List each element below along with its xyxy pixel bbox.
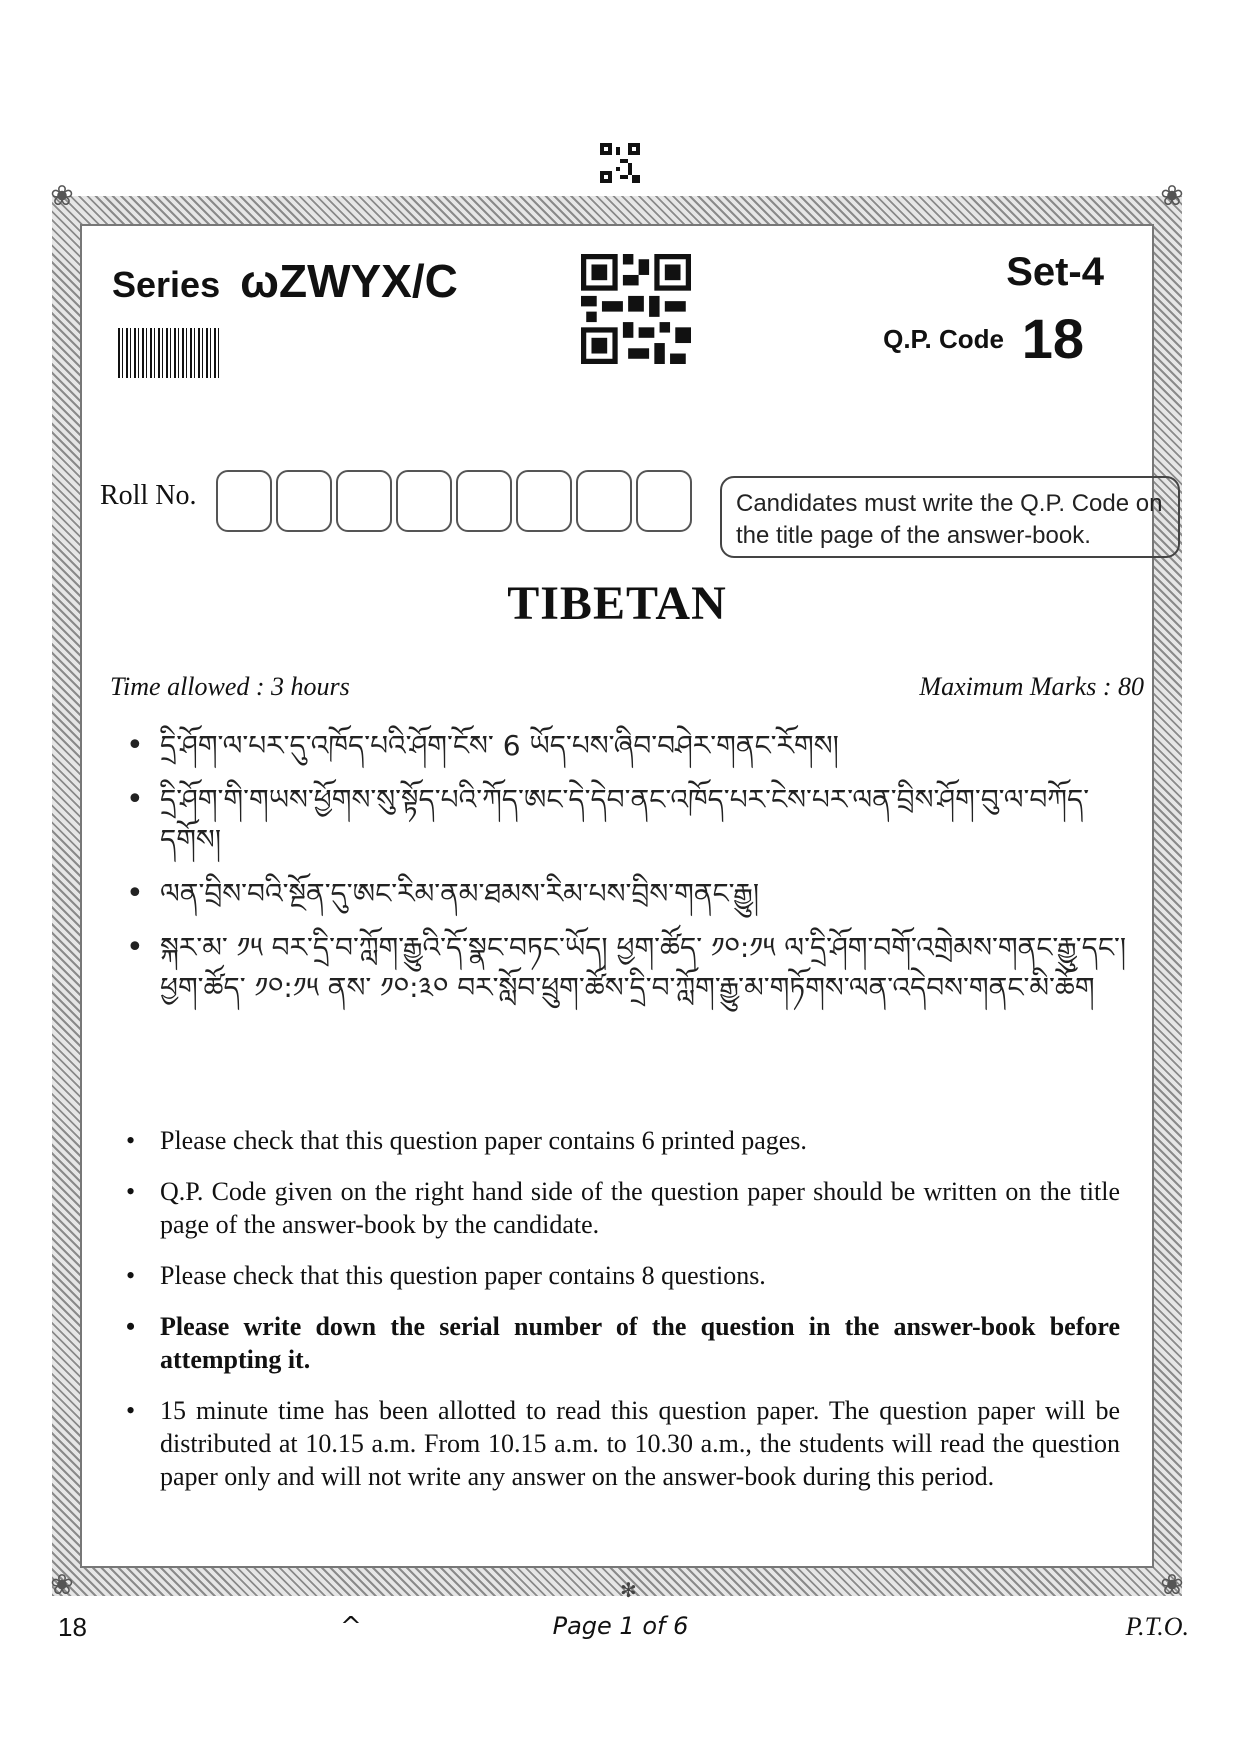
qr-code-icon (580, 254, 692, 364)
instruction-item: • 15 minute time has been allotted to read this question paper. The question paper will be distributed at 10.15 a.m. From 10.15 a.m. to 10.30 a.m., the students will read the question paper only and will not write any answer on the answer-book during this period. (120, 1394, 1120, 1493)
qp-code-number: 18 (1021, 307, 1084, 370)
tibetan-instruction-item: • དྲི་ཤོག་ལ་པར་དུ་འཁོད་པའི་ཤོག་ངོས་ 6 ཡོད་པས་ཞིབ་བཤེར་གནང་རོགས། (120, 726, 1130, 766)
series-label: Series (112, 264, 221, 305)
top-qr-code-icon (600, 142, 640, 184)
footer-qp-code: 18 (58, 1612, 87, 1642)
tibetan-instruction-item: • སྐར་མ་ ༡༥ བར་དྲི་བ་ཀློག་རྒྱུའི་དོ་སྣང་བཏང་ཡོད། ཕྱག་ཚོད་ ༡༠:༡༥ ལ་དྲི་ཤོག་བགོ་འགྲེམས་གནང་རྒྱུ་དང་། ཕྱག་ཚོད་ ༡༠:༡༥ ནས་ ༡༠:༣༠ བར་སློབ་ཕྲུག་ཚོས་དྲི་བ་ཀློག་རྒྱུ་མ་གཏོགས་ལན་འདེབས་གནང་མི་ཆོག (120, 928, 1130, 1008)
roll-number-label: Roll No. (100, 480, 197, 511)
corner-ornament-icon: ❀ (1160, 1568, 1184, 1601)
corner-ornament-icon: ❀ (50, 1568, 74, 1601)
qp-code-notice: Candidates must write the Q.P. Code on the title page of the answer-book. (720, 476, 1180, 558)
english-instructions (120, 1124, 1120, 1511)
subject-title: TIBETAN (507, 577, 727, 630)
instruction-item: • Please check that this question paper contains 8 questions. (120, 1259, 1120, 1292)
instruction-item: • Q.P. Code given on the right hand side of the question paper should be written on the title page of the answer-book by the candidate. (120, 1175, 1120, 1241)
instruction-item: • Please check that this question paper contains 6 printed pages. (120, 1124, 1120, 1157)
cover-page-content (80, 224, 1163, 1568)
roll-number-box[interactable] (216, 470, 272, 532)
roll-number-box[interactable] (276, 470, 332, 532)
roll-number-box[interactable] (456, 470, 512, 532)
roll-number-box[interactable] (516, 470, 572, 532)
tibetan-instruction-item: • དྲི་ཤོག་གི་གཡས་ཕྱོགས་སུ་སྟོད་པའི་ཀོད་ཨང་དེ་དེབ་ནང་འཁོད་པར་ངེས་པར་ལན་བྲིས་ཤོག་བུ་ལ་བཀོད་དགོས། (120, 780, 1130, 860)
maximum-marks: Maximum Marks : 80 (919, 672, 1144, 701)
roll-number-box[interactable] (336, 470, 392, 532)
roll-number-box[interactable] (576, 470, 632, 532)
series-code: ωZWYX/C (240, 255, 458, 307)
bottom-ornament-icon: ✻ (620, 1578, 637, 1602)
time-allowed: Time allowed : 3 hours (110, 672, 350, 701)
tibetan-instructions (120, 726, 1130, 1022)
page-number: Page 1 of 6 (552, 1612, 689, 1640)
set-number: Set-4 (1006, 250, 1104, 294)
qp-code-label: Q.P. Code (883, 324, 1004, 354)
corner-ornament-icon: ❀ (50, 179, 74, 212)
corner-ornament-icon: ❀ (1160, 179, 1184, 212)
tibetan-instruction-item: • ལན་བྲིས་བའི་སྔོན་དུ་ཨང་རིམ་ནམ་ཐམས་རིམ་པས་བྲིས་གནང་རྒྱུ། (120, 874, 1130, 914)
roll-number-boxes[interactable] (216, 470, 696, 532)
instruction-item: • Please write down the serial number of the question in the answer-book before attempting it. (120, 1310, 1120, 1376)
series-heading (112, 254, 458, 308)
footer-caret: ^ (340, 1612, 362, 1642)
roll-number-box[interactable] (636, 470, 692, 532)
pto-label: P.T.O. (1125, 1612, 1189, 1641)
barcode-icon (118, 328, 220, 378)
roll-number-box[interactable] (396, 470, 452, 532)
